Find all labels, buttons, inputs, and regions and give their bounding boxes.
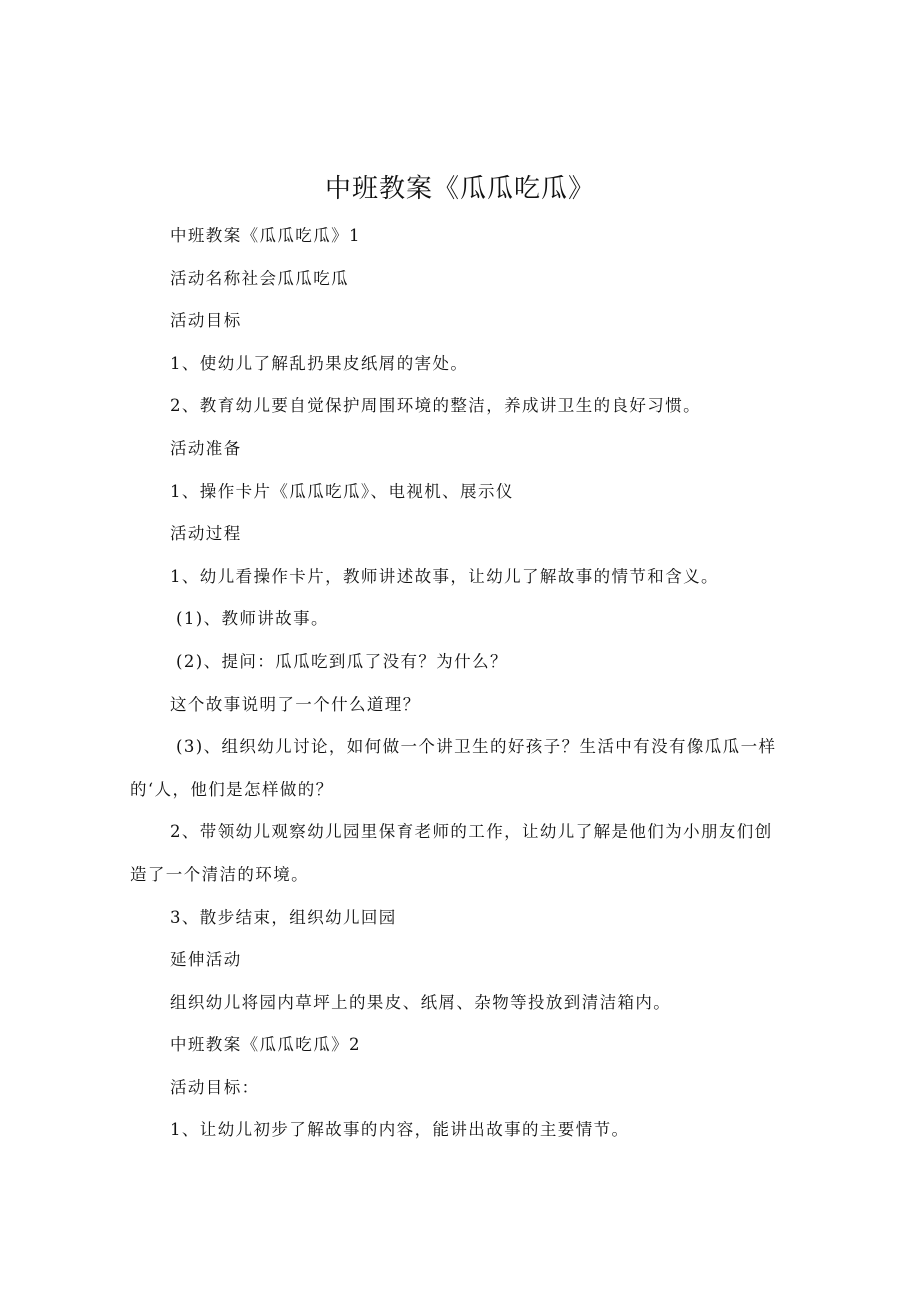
heading-goals: 活动目标： <box>170 1077 260 1097</box>
process-subitem: (2)、提问：瓜瓜吃到瓜了没有？为什么？ <box>176 651 508 671</box>
document-title: 中班教案《瓜瓜吃瓜》 <box>324 174 595 204</box>
heading-extension: 延伸活动 <box>170 950 242 970</box>
goal-item: 1、让幼儿初步了解故事的内容，能讲出故事的主要情节。 <box>170 1120 630 1140</box>
section-heading-1: 中班教案《瓜瓜吃瓜》1 <box>170 226 361 245</box>
heading-goals: 活动目标 <box>170 311 242 331</box>
paragraph: 这个故事说明了一个什么道理？ <box>170 694 421 714</box>
heading-process: 活动过程 <box>170 524 242 544</box>
process-item: 1、幼儿看操作卡片，教师讲述故事，让幼儿了解故事的情节和含义。 <box>170 566 719 586</box>
heading-preparation: 活动准备 <box>170 438 242 458</box>
process-item: 2、带领幼儿观察幼儿园里保育老师的工作，让幼儿了解是他们为小朋友们创造了一个清洁的环境。 <box>130 822 773 884</box>
activity-name: 活动名称社会瓜瓜吃瓜 <box>170 268 349 288</box>
document-body <box>130 215 778 1152</box>
preparation-item: 1、操作卡片《瓜瓜吃瓜》、电视机、展示仪 <box>170 481 514 501</box>
section-heading-2: 中班教案《瓜瓜吃瓜》2 <box>170 1035 361 1055</box>
paragraph: 组织幼儿将园内草坪上的果皮、纸屑、杂物等投放到清洁箱内。 <box>170 992 672 1012</box>
process-subitem: (1)、教师讲故事。 <box>176 609 329 629</box>
goal-item: 1、使幼儿了解乱扔果皮纸屑的害处。 <box>170 353 469 373</box>
process-subitem: (3)、组织幼儿讨论，如何做一个讲卫生的好孩子？生活中有没有像瓜瓜一样的‘人，他们是怎样做的？ <box>130 737 777 799</box>
process-item: 3、散步结束，组织幼儿回园 <box>170 907 397 927</box>
goal-item: 2、教育幼儿要自觉保护周围环境的整洁，养成讲卫生的良好习惯。 <box>170 396 701 416</box>
